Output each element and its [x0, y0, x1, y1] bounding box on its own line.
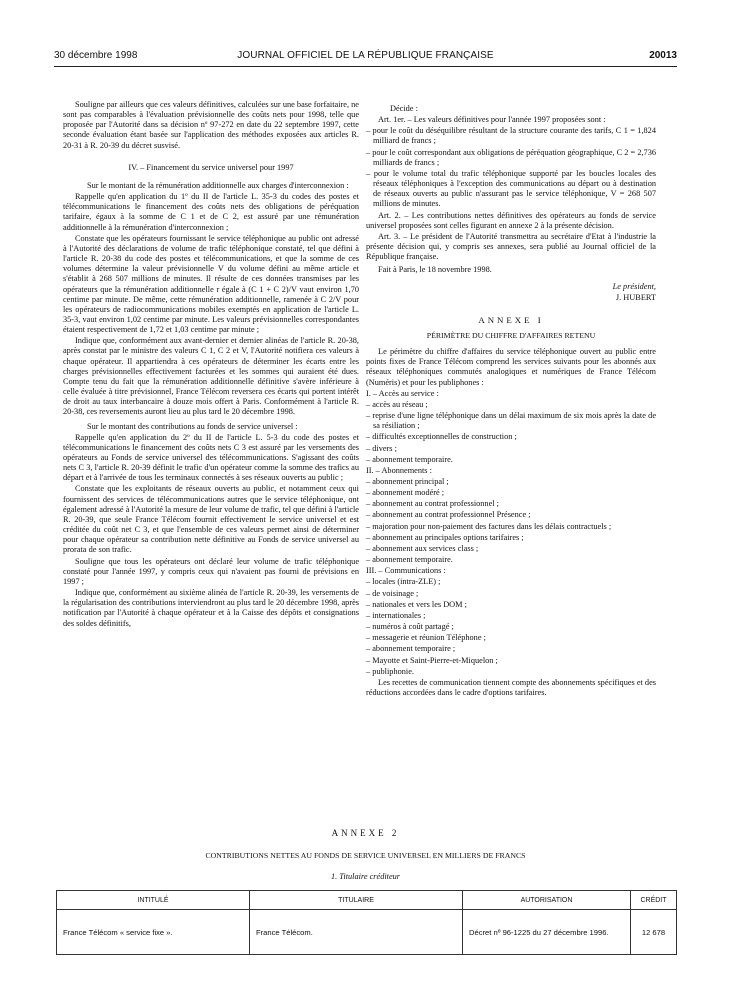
list-item: – abonnement principal ;: [366, 477, 656, 487]
annexe-1-intro: Le périmètre du chiffre d'affaires du service téléphonique ouvert au public entre points fixes de France Télécom comprend les services suivants pour les abonnés aux réseaux téléphoniques commutés analogiques et numériques de France Télécom (Numéris) et pour les publiphones :: [366, 347, 656, 387]
list-item: – nationales et vers les DOM ;: [366, 600, 656, 610]
article-1: Art. 1er. – Les valeurs définitives pour l'année 1997 proposées sont :: [378, 115, 606, 125]
paragraph: Constate que les opérateurs fournissant le service téléphonique au public ont adressé à l'Autorité des déclarations de volume de trafic téléphonique constaté, tel que défini à l'article R. 20-38 du code des postes et télécommunications, et que la somme de ces volumes détermine la valeur prévisionnelle V du volume défini au même article et s'établit à 268 507 millions de minutes. Il résulte de ces données transmises par les opérateurs que la rémunération additionnelle r égale à (C 1 + C 2)/V vaut environ 1,70 centime par minute. De même, cette rémunération additionnelle, ramenée à C 2/V pour les opérateurs de radiocommunications mobiles exemptés en application de l'article L. 35-3, vaut environ 1,02 centime par minute. Les valeurs prévisionnelles correspondantes étaient respectivement de 1,72 et 1,03 centime par minute ;: [63, 233, 359, 335]
group-title: II. – Abonnements :: [366, 465, 432, 475]
list-item: – abonnement modéré ;: [366, 488, 656, 498]
signature-title: Le président,: [612, 281, 656, 291]
left-column: [63, 100, 359, 630]
list-item: – pour le coût du déséquilibre résultant de la structure courante des tarifs, C 1 = 1,824 milliard de francs ;: [366, 126, 656, 146]
paragraph: Rappelle qu'en application du 2º du II de l'article L. 5-3 du code des postes et télécommunications le financement des coûts nets C 3 est assuré par les versements des opérateurs au Fonds de service universel des télécommunications. S'agissant des coûts nets C 3, l'article R. 20-39 définit le trafic d'un opérateur comme la somme des trafics au départ et à l'arrivée de tous les terminaux connectés à ses réseaux ouverts au public ;: [63, 432, 359, 483]
list-item: – abonnement temporaire.: [366, 555, 656, 565]
paragraph: Souligne que tous les opérateurs ont déclaré leur volume de trafic téléphonique constaté pour l'année 1997, y compris ceux qui n'avaient pas fourni de prévisions en 1997 ;: [63, 556, 359, 586]
list-item: – difficultés exceptionnelles de construction ;: [366, 432, 656, 442]
paragraph: Constate que les exploitants de réseaux ouverts au public, et notamment ceux qui fournissent des services de télécommunications autres que le service téléphonique, ont également adressé à l'Autorité la mesure de leur volume de trafic, tel que défini à l'article R. 20-39, que seule France Télécom fournit effectivement le service universel et est créditée du coût net C 3, et que l'ensemble de ces valeurs permet ainsi de déterminer pour chaque opérateur sa contribution nette définitive au Fonds de service universel au prorata de son trafic.: [63, 484, 359, 555]
annexe-2-section: 1. Titulaire créditeur: [330, 872, 401, 881]
right-column: [366, 100, 656, 699]
list-item: – de voisinage ;: [366, 589, 656, 599]
list-item: – pour le coût correspondant aux obligations de péréquation géographique, C 2 = 2,736 milliards de francs ;: [366, 148, 656, 168]
list-item: – divers ;: [366, 444, 656, 454]
list-item: – accès au réseau ;: [366, 400, 656, 410]
list-item: – locales (intra-ZLE) ;: [366, 577, 656, 587]
paragraph: Indique que, conformément aux avant-dernier et dernier alinéas de l'article R. 20-38, après constat par le ministre des valeurs C 1, C 2 et V, l'Autorité notifiera ces valeurs à chaque opérateur. Il appartiendra à ces opérateurs de déterminer les écarts entre les charges prévisionnelles effectivement facturées et les sommes qui auraient été dues. Compte tenu du fait que la rémunération additionnelle définitive s'avère inférieure à celle évaluée à titre prévisionnel, France Télécom reversera ces écarts qui portent intérêt de droit au taux interbancaire à douze mois offert à Paris. Conformément à l'article R. 20-38, ces reversements auront lieu au plus tard le 20 décembre 1998.: [63, 336, 359, 417]
signature-name: J. HUBERT: [615, 292, 656, 302]
decide-label: Décide :: [390, 104, 418, 113]
header-page-number: 20013: [649, 50, 677, 61]
column-header: AUTORISATION: [463, 891, 631, 910]
annexe-2-title: ANNEXE 2: [331, 828, 400, 838]
list-item: – reprise d'une ligne téléphonique dans un délai maximum de six mois après la date de sa résiliation ;: [366, 411, 656, 431]
list-item: – messagerie et réunion Téléphone ;: [366, 633, 656, 643]
list-item: – numéros à coût partagé ;: [366, 622, 656, 632]
article-1-list: [366, 126, 656, 209]
annexe-1-subtitle: PÉRIMÈTRE DU CHIFFRE D'AFFAIRES RETENU: [426, 330, 596, 340]
header-journal-title: JOURNAL OFFICIEL DE LA RÉPUBLIQUE FRANÇAISE: [237, 50, 494, 61]
annexe-1-closing: Les recettes de communication tiennent compte des abonnements spécifiques et des réductions accordées dans le cadre d'options tarifaires.: [366, 677, 656, 697]
list-item: – abonnement au contrat professionnel ;: [366, 499, 656, 509]
table-cell: Décret nº 96-1225 du 27 décembre 1996.: [463, 910, 631, 955]
list-item: – abonnement aux services class ;: [366, 544, 656, 554]
table-cell: France Télécom « service fixe ».: [57, 910, 250, 955]
page-header: [54, 50, 677, 66]
annexe-2-subtitle: CONTRIBUTIONS NETTES AU FONDS DE SERVICE UNIVERSEL EN MILLIERS DE FRANCS: [205, 851, 526, 860]
subheading: Sur le montant des contributions au fonds de service universel :: [87, 421, 298, 431]
header-rule: [54, 66, 677, 67]
column-header: TITULAIRE: [250, 891, 463, 910]
table-row: [57, 910, 677, 955]
section-heading: IV. – Financement du service universel pour 1997: [128, 162, 294, 172]
table-cell: France Télécom.: [250, 910, 463, 955]
list-item: – majoration pour non-paiement des factures dans les délais contractuels ;: [366, 522, 656, 532]
contributions-table: [56, 890, 677, 955]
list-item: – publiphonie.: [366, 667, 656, 677]
paragraph: Rappelle qu'en application du 1º du II de l'article L. 35-3 du codes des postes et télécommunications le financement des coûts nets des obligations de péréquation tarifaire, égaux à la somme de C 1 et de C 2, est assuré par une rémunération additionnelle à la rémunération d'interconnexion ;: [63, 192, 359, 232]
list-item: – abonnement temporaire.: [366, 455, 656, 465]
paragraph: Souligne par ailleurs que ces valeurs définitives, calculées sur une base forfaitaire, ne sont pas comparables à l'évaluation prévisionnelle des coûts nets pour 1998, telle que proposée par l'Autorité dans sa décision nº 97-272 en date du 22 septembre 1997, cette seconde évaluation étant basée sur l'application des méthodes exposées aux articles R. 20-31 à R. 20-39 du décret susvisé.: [63, 100, 359, 150]
list-item: – Mayotte et Saint-Pierre-et-Miquelon ;: [366, 656, 656, 666]
place-date: Fait à Paris, le 18 novembre 1998.: [378, 265, 492, 275]
list-item: – abonnement temporaire ;: [366, 644, 656, 654]
list-item: – abonnement au principales options tarifaires ;: [366, 533, 656, 543]
group-title: I. – Accès au service :: [366, 388, 439, 398]
annexe-1-title: ANNEXE I: [478, 314, 544, 325]
header-date: 30 décembre 1998: [54, 50, 138, 61]
paragraph: Indique que, conformément au sixième alinéa de l'article R. 20-39, les versements de la régularisation des contributions interviendront au plus tard le 20 décembre 1998, après notification par l'Autorité à chaque opérateur et à la Caisse des dépôts et consignations des soldes définitifs,: [63, 588, 359, 628]
subheading: Sur le montant de la rémunération additionnelle aux charges d'interconnexion :: [87, 180, 349, 190]
list-item: – internationales ;: [366, 611, 656, 621]
list-item: – pour le volume total du trafic téléphonique supporté par les boucles locales des réseaux téléphoniques à l'exception des communications au départ ou à destination de réseaux ouverts au public n'assurant pas le service téléphonique, V = 268 507 millions de minutes.: [366, 169, 656, 210]
table-header-row: [57, 891, 677, 910]
article-3: Art. 3. – Le président de l'Autorité transmettra au secrétaire d'Etat à l'industrie la présente décision qui, y compris ses annexes, sera publié au Journal officiel de la République française.: [366, 231, 656, 262]
table-cell: 12 678: [631, 910, 677, 955]
article-2: Art. 2. – Les contributions nettes définitives des opérateurs au fonds de service universel proposées sont celles figurant en annexe 2 à la présente décision.: [366, 210, 656, 230]
column-header: INTITULÉ: [57, 891, 250, 910]
list-item: – abonnement au contrat professionnel Présence ;: [366, 510, 656, 520]
column-header: CRÉDIT: [631, 891, 677, 910]
group-title: III. – Communications :: [366, 566, 446, 576]
